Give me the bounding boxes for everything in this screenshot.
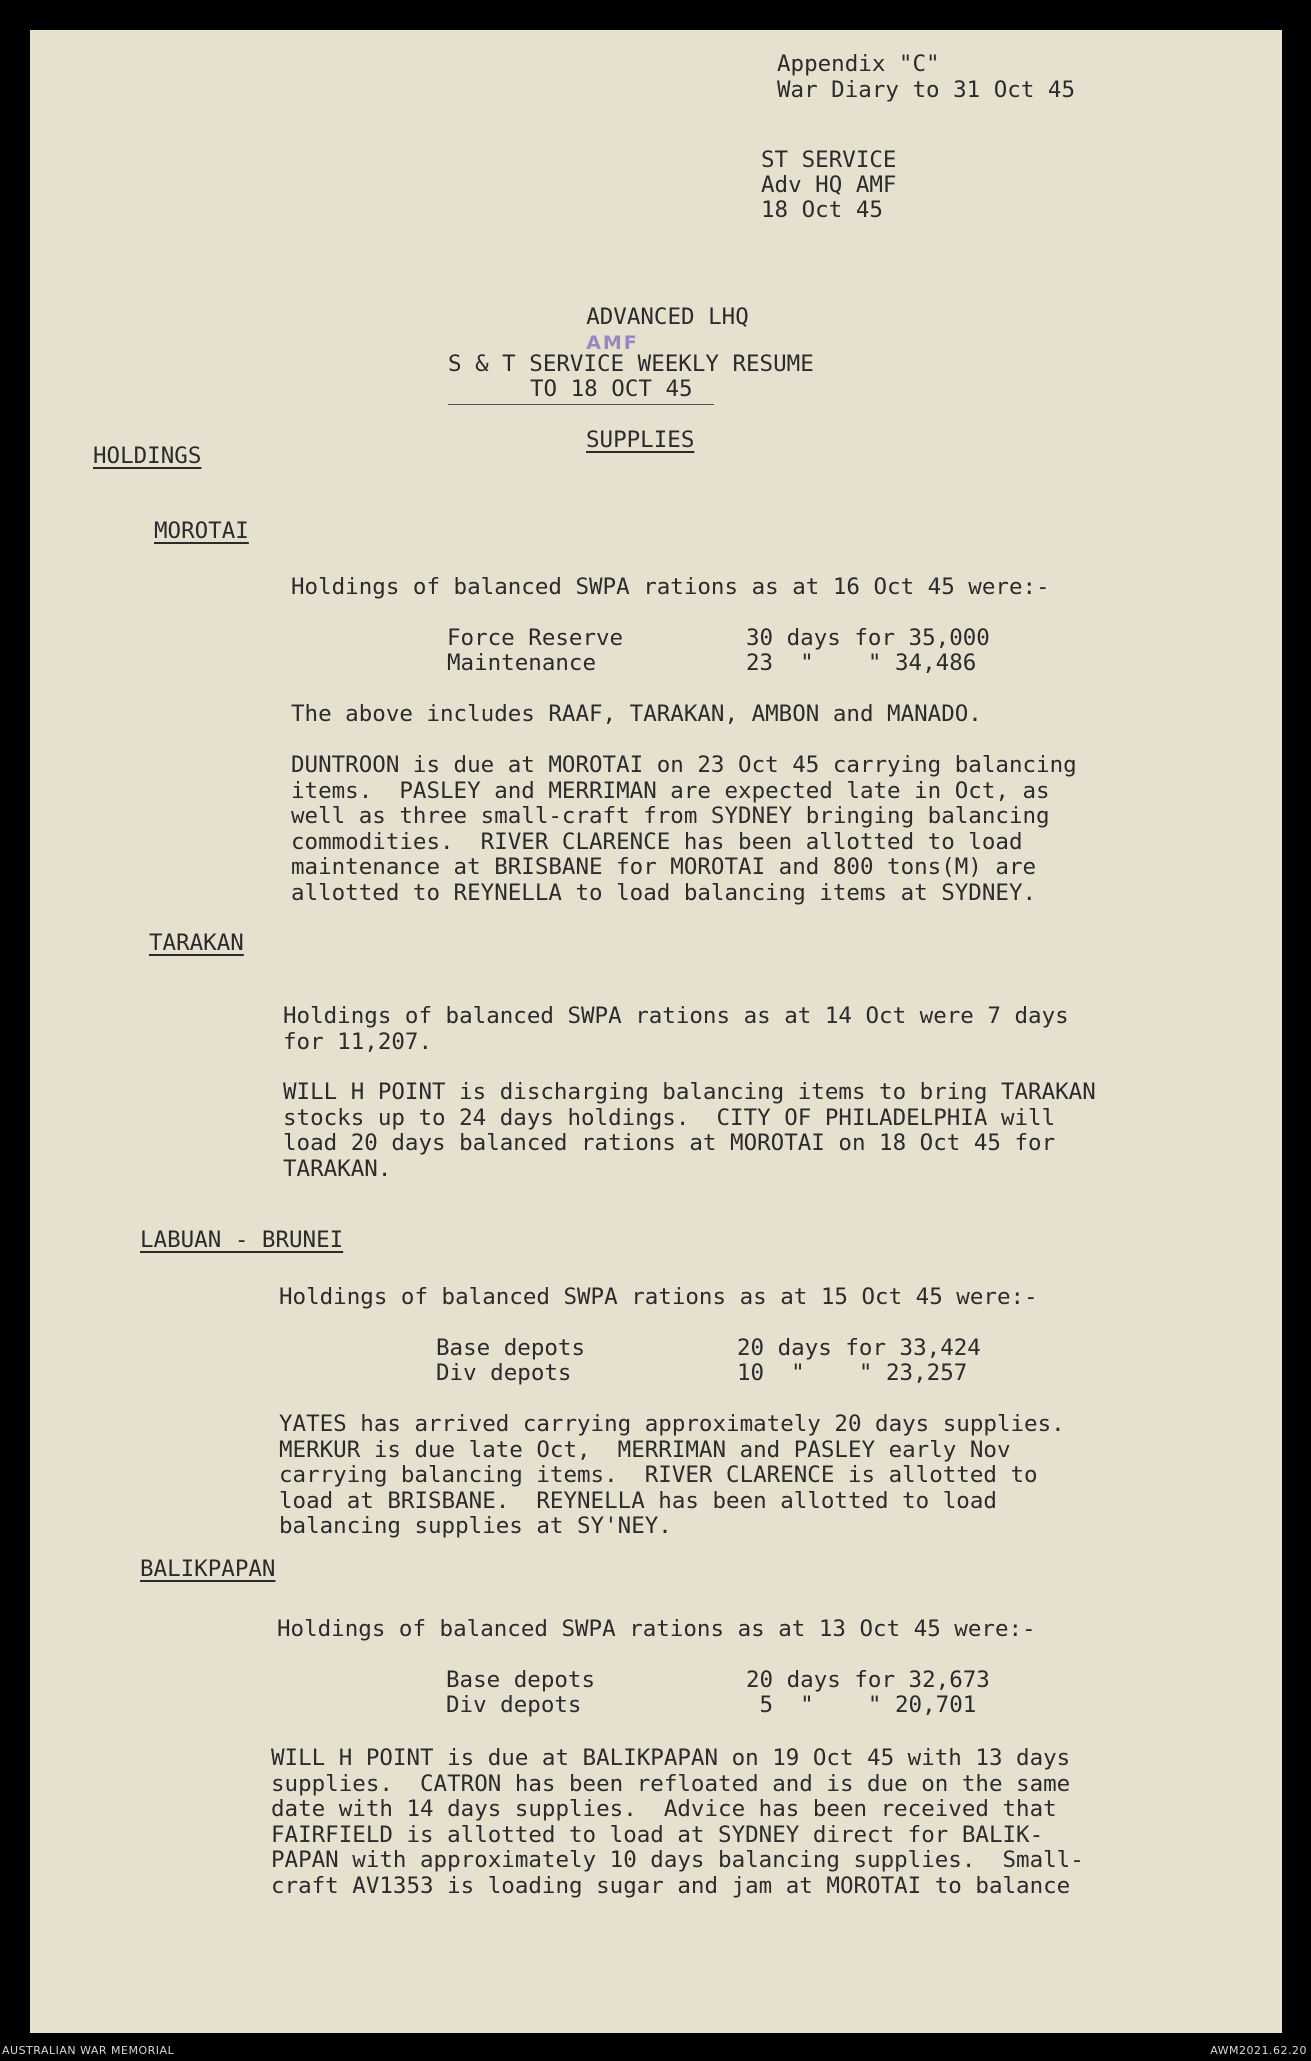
paragraph-line: for 11,207. xyxy=(283,1028,433,1055)
morotai-row-label: Maintenance xyxy=(447,650,597,676)
labuan-intro: Holdings of balanced SWPA rations as at 15 Oct 45 were:- xyxy=(279,1284,1038,1310)
amf-stamp: AMF xyxy=(586,332,639,354)
balikpapan-row-figures: 5 " " 20,701 xyxy=(746,1692,977,1718)
labuan-row-figures: 10 " " 23,257 xyxy=(737,1360,968,1386)
paragraph-line: allotted to REYNELLA to load balancing items at SYDNEY. xyxy=(291,879,1037,906)
tarakan-heading: TARAKAN xyxy=(149,930,244,956)
paragraph-line: WILL H POINT is due at BALIKPAPAN on 19 Oct 45 with 13 days xyxy=(271,1745,1071,1771)
balikpapan-row-figures: 20 days for 32,673 xyxy=(746,1667,990,1693)
paragraph-line: balancing supplies at SY'NEY. xyxy=(279,1513,672,1539)
paragraph-line: stocks up to 24 days holdings. CITY OF PHILADELPHIA will xyxy=(283,1104,1056,1131)
morotai-paragraph xyxy=(291,753,1077,906)
balikpapan-heading: BALIKPAPAN xyxy=(140,1556,276,1582)
service-label: ST SERVICE xyxy=(761,147,897,173)
paragraph-line: Holdings of balanced SWPA rations as at 14 Oct were 7 days xyxy=(283,1003,1069,1029)
labuan-paragraph xyxy=(279,1412,1065,1540)
date-label: 18 Oct 45 xyxy=(761,197,883,223)
footer-reference: AWM2021.62.20 xyxy=(1210,2044,1307,2057)
labuan-row-label: Div depots xyxy=(436,1360,572,1386)
holdings-heading: HOLDINGS xyxy=(93,443,202,469)
paragraph-line: supplies. CATRON has been refloated and is due on the same xyxy=(271,1770,1071,1797)
paragraph-line: DUNTROON is due at MOROTAI on 23 Oct 45 carrying balancing xyxy=(291,752,1077,778)
resume-title: S & T SERVICE WEEKLY RESUME xyxy=(448,351,814,377)
morotai-row-figures: 30 days for 35,000 xyxy=(746,625,990,651)
hq-title-text: ADVANCED LHQ xyxy=(586,304,749,330)
paragraph-line: maintenance at BRISBANE for MOROTAI and 800 tons(M) are xyxy=(291,854,1037,880)
morotai-heading: MOROTAI xyxy=(154,518,249,544)
morotai-row-label: Force Reserve xyxy=(447,625,624,651)
labuan-row-figures: 20 days for 33,424 xyxy=(737,1335,981,1361)
morotai-includes: The above includes RAAF, TARAKAN, AMBON and MANADO. xyxy=(291,701,982,727)
resume-date: TO 18 OCT 45 xyxy=(530,376,693,402)
morotai-row-figures: 23 " " 34,486 xyxy=(746,650,977,676)
tarakan-intro xyxy=(283,1004,1069,1055)
paragraph-line: commodities. RIVER CLARENCE has been allotted to load xyxy=(291,828,1023,855)
paragraph-line: WILL H POINT is discharging balancing items to bring TARAKAN xyxy=(283,1079,1096,1105)
paragraph-line: carrying balancing items. RIVER CLARENCE is allotted to xyxy=(279,1462,1038,1488)
paragraph-line: YATES has arrived carrying approximately 20 days supplies. xyxy=(279,1411,1065,1437)
labuan-heading: LABUAN - BRUNEI xyxy=(140,1227,344,1253)
paragraph-line: TARAKAN. xyxy=(283,1155,392,1182)
paragraph-line: load at BRISBANE. REYNELLA has been allotted to load xyxy=(279,1487,997,1514)
tarakan-paragraph xyxy=(283,1080,1096,1182)
appendix-label: Appendix "C" xyxy=(777,51,940,77)
balikpapan-paragraph xyxy=(271,1746,1084,1899)
paragraph-line: PAPAN with approximately 10 days balancing supplies. Small- xyxy=(271,1847,1084,1873)
supplies-heading: SUPPLIES xyxy=(586,427,695,453)
labuan-row-label: Base depots xyxy=(436,1335,586,1361)
title-rule xyxy=(448,404,714,405)
balikpapan-intro: Holdings of balanced SWPA rations as at 13 Oct 45 were:- xyxy=(277,1616,1036,1642)
footer-archive-name: AUSTRALIAN WAR MEMORIAL xyxy=(2,2044,175,2057)
paragraph-line: well as three small-craft from SYDNEY bringing balancing xyxy=(291,803,1050,829)
paragraph-line: load 20 days balanced rations at MOROTAI on 18 Oct 45 for xyxy=(283,1130,1056,1156)
paragraph-line: FAIRFIELD is allotted to load at SYDNEY direct for BALIK- xyxy=(271,1821,1044,1848)
morotai-intro: Holdings of balanced SWPA rations as at 16 Oct 45 were:- xyxy=(291,574,1050,600)
balikpapan-row-label: Base depots xyxy=(446,1667,596,1693)
hq-label: Adv HQ AMF xyxy=(761,172,897,198)
document-page xyxy=(30,30,1282,2033)
paragraph-line: date with 14 days supplies. Advice has been received that xyxy=(271,1796,1057,1822)
war-diary-label: War Diary to 31 Oct 45 xyxy=(777,77,1076,103)
balikpapan-row-label: Div depots xyxy=(446,1692,582,1718)
paragraph-line: items. PASLEY and MERRIMAN are expected late in Oct, as xyxy=(291,777,1050,804)
paragraph-line: MERKUR is due late Oct, MERRIMAN and PASLEY early Nov xyxy=(279,1436,1011,1463)
paragraph-line: craft AV1353 is loading sugar and jam at MOROTAI to balance xyxy=(271,1872,1071,1899)
